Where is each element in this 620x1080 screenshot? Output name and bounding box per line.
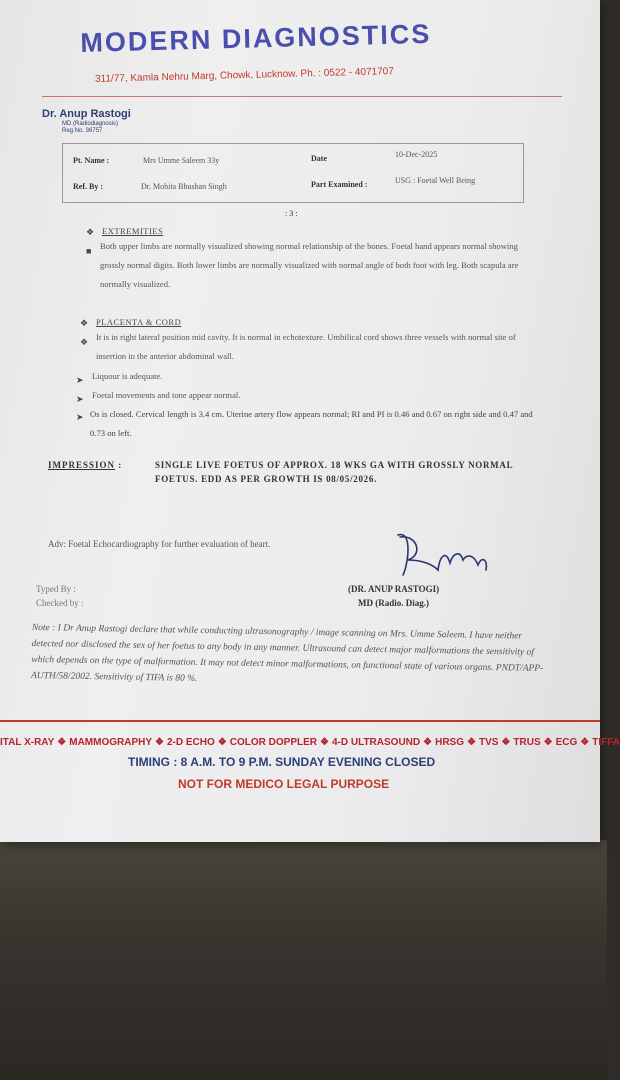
- service-item: ECG: [555, 737, 578, 748]
- patient-name-value: Mrs Umme Saleem 33y: [143, 156, 220, 165]
- brand-title: MODERN DIAGNOSTICS: [80, 18, 432, 58]
- service-item: MAMMOGRAPHY: [69, 737, 153, 748]
- service-item: TRUS: [513, 737, 541, 748]
- date-label: Date: [311, 154, 327, 163]
- service-item: ITAL X-RAY: [0, 737, 55, 748]
- extremities-text: Both upper limbs are normally visualized showing normal relationship of the bones. Foetal hand appears normal showing grossly normal digits. Both lower limbs are normally visualized with normal angle of both foot with leg. Both scapula are normally visualized.: [100, 241, 519, 289]
- background-surface: [0, 840, 607, 1080]
- arrow-bullet-icon: ➤: [76, 394, 84, 404]
- declaration-note: Note : I Dr Anup Rastogi declare that while conducting ultrasonography / image scanning on Mrs. Umme Saleem. I have neither detected nor disclosed the sex of her foetus to any body in any manner. Ultrasound can detect major malformations the sensitivity of which depends on the type of malformation. It may not detect minor malformations, on functional state of various organs. PNDT/APP-AUTH/58/2002. Sensitivity of TIFA is 80 %.: [30, 622, 544, 684]
- signer-degree: MD (Radio. Diag.): [358, 598, 430, 608]
- arrow-bullet-icon: ➤: [76, 412, 84, 422]
- service-item: TIFFA: [592, 737, 620, 748]
- doctor-reg: Reg.No. 36757: [62, 128, 103, 134]
- diamond-bullet-icon: ❖: [80, 318, 89, 328]
- diamond-separator-icon: ❖: [57, 737, 67, 748]
- impression-label: IMPRESSION :: [48, 460, 123, 470]
- placenta-text: It is in right lateral position mid cavity. It is normal in echotexture. Umbilical cord shows three vessels with normal site of insertion in the anterior abdominal wall.: [96, 332, 516, 361]
- extremities-heading: EXTREMITIES: [102, 226, 164, 236]
- doctor-degree: MD (Radiodiagnosis): [62, 121, 119, 127]
- diamond-separator-icon: ❖: [155, 737, 164, 748]
- diamond-bullet-icon: ❖: [80, 337, 89, 347]
- diamond-separator-icon: ❖: [217, 737, 227, 748]
- timing-text: TIMING : 8 A.M. TO 9 P.M. SUNDAY EVENING CLOSED: [128, 755, 436, 769]
- brand-address: 311/77, Kamla Nehru Marg, Chowk, Lucknow. Ph. : 0522 - 4071707: [94, 66, 394, 85]
- diamond-bullet-icon: ❖: [86, 227, 95, 237]
- arrow-bullet-icon: ➤: [76, 375, 84, 385]
- doctor-name: Dr. Anup Rastogi: [42, 108, 131, 120]
- diamond-separator-icon: ❖: [501, 737, 511, 748]
- services-strip: [0, 737, 620, 748]
- diamond-separator-icon: ❖: [580, 737, 590, 748]
- footer-divider: [0, 720, 600, 722]
- os-text: Os is closed. Cervical length is 3.4 cm. Uterine artery flow appears normal; RI and PI is 0.46 and 0.67 on right side and 0.47 and 0.73 on left.: [90, 409, 533, 438]
- service-item: COLOR DOPPLER: [229, 737, 317, 748]
- square-bullet-icon: ■: [86, 246, 92, 256]
- patient-name-label: Pt. Name :: [73, 156, 110, 165]
- movements-text: Foetal movements and tone appear normal.: [92, 390, 241, 400]
- placenta-heading: PLACENTA & CORD: [96, 317, 182, 327]
- checked-by: Checked by :: [36, 598, 84, 608]
- signature-icon: [378, 525, 498, 585]
- ref-label: Ref. By :: [73, 182, 103, 191]
- date-value: 10-Dec-2025: [395, 150, 438, 159]
- ref-value: Dr. Mohita Bhushan Singh: [141, 182, 227, 191]
- diamond-separator-icon: ❖: [320, 737, 329, 748]
- typed-checked-block: [36, 582, 84, 610]
- page-marker: : 3 :: [285, 209, 298, 218]
- signer-name: (DR. ANUP RASTOGI): [348, 584, 440, 594]
- liquour-text: Liquour is adequate.: [92, 371, 163, 381]
- part-examined-value: USG : Foetal Well Being: [395, 176, 476, 185]
- diamond-separator-icon: ❖: [543, 737, 553, 748]
- doctor-credentials: [62, 121, 118, 135]
- patient-info-box: [62, 143, 524, 203]
- header-divider: [42, 96, 562, 97]
- service-item: TVS: [478, 737, 499, 748]
- part-examined-label: Part Examined :: [311, 180, 368, 189]
- impression-text: SINGLE LIVE FOETUS OF APPROX. 18 WKS GA WITH GROSSLY NORMAL FOETUS. EDD AS PER GROWTH IS 08/05/2026.: [155, 460, 513, 484]
- service-item: 4-D ULTRASOUND: [331, 737, 421, 748]
- typed-by: Typed By :: [36, 584, 76, 594]
- signer-block: [348, 582, 439, 610]
- diamond-separator-icon: ❖: [467, 737, 476, 748]
- diamond-separator-icon: ❖: [423, 737, 433, 748]
- advice-text: Adv: Foetal Echocardiography for further evaluation of heart.: [48, 539, 271, 549]
- legal-disclaimer: NOT FOR MEDICO LEGAL PURPOSE: [178, 777, 390, 791]
- service-item: 2-D ECHO: [167, 737, 215, 748]
- service-item: HRSG: [435, 737, 464, 748]
